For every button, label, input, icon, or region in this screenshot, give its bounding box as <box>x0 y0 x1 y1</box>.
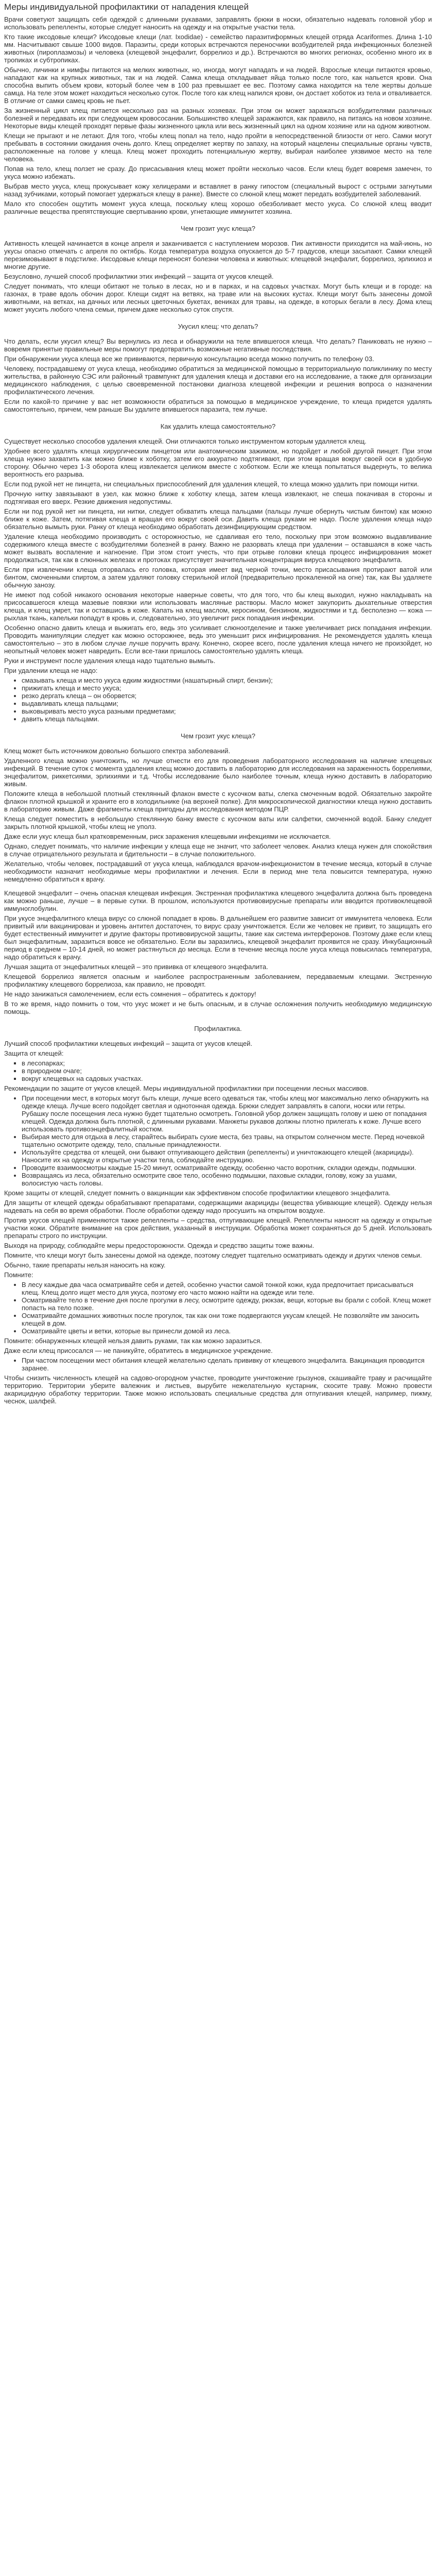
paragraph: Удаленного клеща можно уничтожить, но лучше отнести его для проведения лабораторного исследования на наличие клещевых инфекций. В течение суток с момента удаления клещ можно доставить в лабораторию для исследования на зараженность боррелиями, энцефалитом, риккетсиями, эрлихиями и т.д. Чтобы исследование было наиболее точным, клеща нужно доставить в лабораторию живым. <box>4 757 432 788</box>
list-item: • Возвращаясь из леса, обязательно осмотрите свое тело, особенно подмышки, паховые складки, голову, кожу за ушами, волосистую часть головы. <box>22 1172 432 1187</box>
paragraph: Клещевой боррелиоз является опасным и наиболее распространенным заболеванием, передаваемым клещами. Экстренную профилактику клещевого боррелиоза, как правило, не проводят. <box>4 973 432 988</box>
paragraph: Положите клеща в небольшой плотный стеклянный флакон вместе с кусочком ваты, слегка смоченным водой. Обязательно закройте флакон плотной крышкой и храните его в холодильнике (на верхней полке). Для микроскопической диагностики клеща нужно доставить в лабораторию живым. Даже фрагменты клеща пригодны для исследования методом ПЦР. <box>4 790 432 813</box>
paragraph: Лучшая защита от энцефалитных клещей – это прививка от клещевого энцефалита. <box>4 963 268 971</box>
paragraph: Для защиты от клещей одежды обрабатывают препаратами, содержащими акарициды (вещества убивающие клещей). Одежду нельзя надевать на себя во время обработки. После обработки одежду надо просушить на открытом воздухе. <box>4 1199 432 1214</box>
paragraph: В то же время, надо помнить о том, что укус может и не быть опасным, и в случае осложнения получить необходимую медицинскую помощь. <box>4 1000 432 1015</box>
paragraph: Активность клещей начинается в конце апреля и заканчивается с наступлением морозов. Пик активности приходится на май-июнь, но укусы опасно отмечать с апреля по октябрь. Когда температура воздуха опускается до 5-7 градусов, клещи засыпают. Самки клещей перезимовывают в подстилке. Иксодовые клещи переносят болезни человека и животных: клещевой энцефалит, боррелиоз, эрлихиоз и многие другие. <box>4 240 432 270</box>
paragraph: Однако, следует понимать, что наличие инфекции у клеща еще не значит, что заболеет человек. Анализ клеща нужен для спокойствия в случае отрицательного результата и бдительности – в случае положительного. <box>4 842 432 858</box>
paragraph: Если ни под рукой нет ни пинцета, ни нитки, следует обхватить клеща пальцами (пальцы лучше обернуть чистым бинтом) как можно ближе к коже. Затем, потягивая клеща и вращая его вокруг своей оси. Давить клеща руками не надо. После удаления клеща надо обязательно вымыть руки. Ранку от клеща необходимо обработать дезинфицирующим средством. <box>4 507 432 531</box>
paragraph: Клещ может быть источником довольно большого спектра заболеваний. <box>4 747 231 755</box>
list-item: • давить клеща пальцами. <box>22 715 432 723</box>
vaccination-list <box>4 1357 432 1372</box>
paragraph: Клеща следует поместить в небольшую стеклянную банку вместе с кусочком ваты или салфетки, смоченной водой. Банку следует закрыть плотной крышкой, чтобы клещ не уполз. <box>4 815 432 831</box>
list-item: • В лесу каждые два часа осматривайте себя и детей, особенно участки самой тонкой кожи, куда предпочитает присасываться клещ. Клещ долго ищет место для укуса, поэтому его часто можно найти на одежде или теле. <box>22 1281 432 1296</box>
remember-list <box>4 1281 432 1335</box>
removal-section <box>4 437 432 665</box>
section-heading-bitten: Укусил клещ: что делать? <box>178 323 258 330</box>
intro-section <box>4 15 432 215</box>
removal-list-intro: При удалении клеща не надо: <box>4 667 98 674</box>
paragraph: Удаление клеща необходимо производить с осторожностью, не сдавливая его тело, поскольку при этом возможно выдавливание содержимого клеща вместе с возбудителями болезней в ранку. Важно не разорвать клеща при удалении – оставшаяся в коже часть может вызвать воспаление и нагноение. При этом стоит учесть, что при отрыве головки клеща процесс инфицирования может продолжаться, так как в слюнных железах и протоках присутствует значительная концентрация вируса клещевого энцефалита. <box>4 533 432 564</box>
paragraph: Помните, что клещи могут быть занесены домой на одежде, поэтому следует тщательно осматривать одежду и других членов семьи. <box>4 1251 422 1259</box>
paragraph: Обычно, такие препараты нельзя наносить на кожу. <box>4 1261 166 1269</box>
paragraph: Следует понимать, что клещи обитают не только в лесах, но и в парках, и на садовых участках. Могут быть клещи и в городе: на газонах, в траве вдоль обочин дорог. Клещи сидят на ветвях, на траве или на высоких кустах. Клещи могут быть занесены домой животными, на ветках, на дачных или лесных цветочных букетах, вениках для травы, на одежде, в которых бегали в лесу. Дома клещ может укусить любого члена семьи, причем даже несколько суток спустя. <box>4 282 432 313</box>
paragraph: Помните: обнаруженных клещей нельзя давить руками, так как можно заразиться. <box>4 1337 262 1345</box>
list-item: • При посещении мест, в которых могут быть клещи, лучше всего одеваться так, чтобы клещ мог максимально легко обнаружить на одежде клеща. Лучше всего подойдет светлая и однотонная одежда. Брюки следует заправлять в сапоги, носки или гетры. Рубашку после посещения леса нужно будет тщательно осмотреть. Головной убор должен защищать голову и шею от попадания клещей. Одежда должна быть плотной, с длинными рукавами. Манжеты рукавов должны плотно прилегать к коже. Лучше всего использовать противоэнцефалитный костюм. <box>22 1094 432 1133</box>
paragraph: Мало кто способен ощутить момент укуса клеща, поскольку клещ хорошо обезболивает место укуса. Со слюной клещ вводит различные вещества препятствующие свертыванию крови, угнетающие иммунитет хозяина. <box>4 200 432 215</box>
list-item: • Осматривайте домашних животных после прогулок, так как они тоже подвергаются укусам клещей. Не позволяйте им заносить клещей в дом. <box>22 1312 432 1327</box>
paragraph: Удобнее всего удалять клеща хирургическим пинцетом или анатомическим зажимом, но подойдет и любой другой пинцет. При этом клеща нужно захватить как можно ближе к хоботку, затем его аккуратно подтягивают, при этом вращая вокруг своей оси в удобную сторону. Обычно через 1-3 оборота клещ извлекается целиком вместе с хоботком. Если же клеща попытаться выдернуть, то велика вероятность его разрыва. <box>4 447 432 478</box>
paragraph: При обнаружении укуса клеща все же прививаются, первичную консультацию всегда можно получить по телефону 03. <box>4 355 374 363</box>
list-item: • Осматривайте цветы и ветки, которые вы принесли домой из леса. <box>22 1327 432 1335</box>
page-title: Меры индивидуальной профилактики от нападения клещей <box>4 2 249 12</box>
zones-intro: Защита от клещей: <box>4 1049 64 1057</box>
list-item: • Используйте средства от клещей, они бывают отпугивающего действия (репелленты) и уничтожающего клещей (акарициды). Наносите их на одежду и открытые участки тела, соблюдайте инструкцию. <box>22 1148 432 1164</box>
paragraph: Против укусов клещей применяются также репелленты – средства, отпугивающие клещей. Репелленты наносят на одежду и открытые участки кожи. Обратите внимание на срок действия, указанный в инструкции. Обработка может сохраняться до 5 дней. Использовать препараты строго по инструкции. <box>4 1216 432 1240</box>
paragraph: Даже если укус клеща был кратковременным, риск заражения клещевыми инфекциями не исключается. <box>4 833 331 840</box>
list-item: • Осматривайте тело в течение дня после прогулки в лесу, осмотрите одежду, рюкзак, вещи, которые вы брали с собой. Клещ может попасть на тело позже. <box>22 1296 432 1312</box>
paragraph: Если при извлечении клеща оторвалась его головка, которая имеет вид черной точки, место присасывания протирают ватой или бинтом, смоченными спиртом, а затем удаляют головку стерильной иглой (предварительно прокаленной на огне) так, как Вы удаляете обычную занозу. <box>4 566 432 589</box>
diseases-section <box>4 889 432 1015</box>
recs-intro: Рекомендации по защите от укусов клещей. Меры индивидуальной профилактики при посещении лесных массивов. <box>4 1084 369 1092</box>
removal-donts-list <box>4 676 432 723</box>
paragraph: Попав на тело, клещ ползет не сразу. До присасывания клещ может пройти несколько часов. Если клещ будет вовремя замечен, то укуса можно избежать. <box>4 165 432 180</box>
paragraph: Даже если клещ присосался — не паникуйте, обратитесь в медицинское учреждение. <box>4 1347 273 1354</box>
paragraph: Выбрав место укуса, клещ прокусывает кожу хелицерами и вставляет в ранку гипостом (специальный вырост с острыми загнутыми назад зубчиками, который помогает удержаться клещу в ранке). Вместе со слюной клещ может передать возбудителей заболеваний. <box>4 182 432 198</box>
section-heading-removal: Как удалить клеща самостоятельно? <box>160 422 276 430</box>
list-item: • выдавливать клеща пальцами; <box>22 700 432 707</box>
list-item: ▪ в природном очаге; <box>22 1067 432 1075</box>
paragraph: Кто такие иксодовые клещи? Иксодовые клещи (лат. Ixodidae) - семейство паразитиформных клещей отряда Acariformes. Длина 1-10 мм. Насчитывают свыше 1000 видов. Паразиты, среди которых встречаются переносчики возбудителей ряда инфекционных болезней животных (пироплазмозы) и человека (клещевой энцефалит, боррелиоз и др.). Встречаются во многих регионах, особенно много их в тропиках и субтропиках. <box>4 33 432 64</box>
zones-list <box>4 1059 432 1082</box>
paragraph: Желательно, чтобы человек, пострадавший от укуса клеща, наблюдался врачом-инфекционистом в течение месяца, который в случае необходимости назначит необходимые меры профилактики и лечения. Если в период мне тела повысится температура, нужно немедленно обратиться к врачу. <box>4 860 432 883</box>
paragraph: Человеку, пострадавшему от укуса клеща, необходимо обратиться за медицинской помощью в территориальную поликлинику по месту жительства, в районную СЭС или районный травмпункт для удаления клеща и доставки его на исследование, а также для организации медицинского наблюдения, с целью своевременной постановки диагноза клещевой инфекции и решения вопроса о назначении профилактического лечения. <box>4 365 432 396</box>
list-item: • прижигать клеща и место укуса; <box>22 684 432 692</box>
paragraph: Выходя на природу, соблюдайте меры предосторожности. Одежда и средство защиты тоже важны. <box>4 1242 315 1249</box>
list-item: • выковыривать место укуса разными предметами; <box>22 707 432 715</box>
paragraph: Что делать, если укусил клещ? Вы вернулись из леса и обнаружили на теле впившегося клеща. Что делать? Паниковать не нужно – вовремя принятые правильные меры помогут предотвратить возможные негативные последствия. <box>4 337 432 353</box>
list-item: • Проводите взаимоосмотры каждые 15-20 минут, осматривайте одежду, особенно часто воротник, складки одежды, подмышки. <box>22 1164 432 1172</box>
tail-section <box>4 1189 432 1269</box>
paragraph: Врачи советуют защищать себя одеждой с длинными рукавами, заправлять брюки в носки, обязательно надевать головной убор и использовать репелленты, которые следует наносить на одежду и на открытые участки тела. <box>4 15 432 31</box>
paragraph: Особенно опасно давить клеща и выжигать его, ведь это усиливает слюноотделение и также увеличивает риск попадания инфекции. Проводить манипуляции следует как можно осторожнее, ведь это уменьшит риск инфицирования. Не рекомендуется удалять клеща самостоятельно – это в любом случае лучше поручить врачу. Конечно, скорее всего, после удаления клеща ничего не произойдет, но неопытный человек может навредить. Если все-таки пришлось самостоятельно удалять клеща. <box>4 624 432 655</box>
paragraph: Не имеют под собой никакого основания некоторые наверные советы, что для того, что бы клещ выходил, нужно накладывать на присосавшегося клеща мазевые повязки или использовать масляные растворы. Масло может закупорить дыхательные отверстия клеща, и клещ умрет, так и оставшись в коже. Капать на клещ маслом, керосином, бензином, жидкостями и т.д. бесполезно — кожа — рыхлая ткань, капельки попадут в кровь и, следовательно, это увеличит риск попадания инфекции. <box>4 591 432 622</box>
list-item: • Выбирая место для отдыха в лесу, старайтесь выбирать сухие места, без травы, на открытом солнечном месте. Перед ночевкой тщательно осмотрите одежду, тело, спальные принадлежности. <box>22 1133 432 1148</box>
list-item: • При частом посещении мест обитания клещей желательно сделать прививку от клещевого энцефалита. Вакцинация проводится заранее. <box>22 1357 432 1372</box>
paragraph: Руки и инструмент после удаления клеща надо тщательно вымыть. <box>4 657 216 665</box>
remember-intro: Помните: <box>4 1271 33 1279</box>
paragraph: Существует несколько способов удаления клещей. Они отличаются только инструментом которым удаляется клещ. <box>4 437 367 445</box>
paragraph: Обычно, личинки и нимфы питаются на мелких животных, но, иногда, могут нападать и на людей. Взрослые клещи питаются кровью, нападают как на крупных животных, так и на людей. Самка клеща откладывает яйца только после того, как напьется крови. Она способна выпить объем крови, который более чем в 100 раз превышает ее вес. Поэтому самка находится на теле жертвы дольше самца. На теле этом может находиться несколько суток. После того как клещ напился крови, он достает хоботок из тела и отваливается. В отличие от самки самец кровь не пьет. <box>4 66 432 105</box>
notes-section <box>4 1337 432 1354</box>
paragraph: Клещи не прыгают и не летают. Для того, чтобы клещ попал на тело, надо пройти в непосредственной близости от него. Самки могут пребывать в состоянии ожидания очень долго. Клещ определяет жертву по запаху, на который нацелены специальные органы чувств, расположенные на голове у клеща. Клещ может проходить потенциальную жертву, выбирая наиболее уязвимое место на теле человека. <box>4 132 432 163</box>
section-heading-prevention: Профилактика. <box>194 1025 242 1032</box>
bitten-section <box>4 337 432 413</box>
analysis-section <box>4 747 432 883</box>
list-item: • смазывать клеща и место укуса едким жидкостями (нашатырный спирт, бензин); <box>22 676 432 684</box>
section-heading-threat-2: Чем грозит укус клеща? <box>181 732 255 740</box>
list-item: ▪ в лесопарках; <box>22 1059 432 1067</box>
list-item: ▪ вокруг клещевых на садовых участках. <box>22 1075 432 1082</box>
paragraph: Кроме защиты от клещей, следует помнить о вакцинации как эффективном способе профилактики клещевого энцефалита. <box>4 1189 391 1197</box>
paragraph: Прочную нитку завязывают в узел, как можно ближе к хоботку клеща, затем клеща извлекают, не спеша покачивая в стороны и подтягивая его вверх. Резкие движения недопустимы. <box>4 490 432 505</box>
section-heading-threat: Чем грозит укус клеща? <box>181 225 255 232</box>
paragraph: Не надо занижаться самолечением, если есть сомнения – обратитесь к доктору! <box>4 990 256 998</box>
list-item: • резко дергать клеща – он оборвется; <box>22 692 432 700</box>
prevention-intro: Лучший способ профилактики клещевых инфекций – защита от укусов клещей. <box>4 1040 253 1047</box>
paragraph: Безусловно, лучшей способ профилактики этих инфекций – защита от укусов клещей. <box>4 273 274 280</box>
paragraph: Если под рукой нет не пинцета, ни специальных приспособлений для удаления клещей, то клеща можно удалить при помощи нитки. <box>4 480 419 488</box>
final-paragraph: Чтобы снизить численность клещей на садово-огородном участке, проводите уничтожение грызунов, скашивайте траву и расчищайте территорию. Территории уберите валежник и листьев, вырубите нежелательную кустарник, скосите траву. Можно провести акарицидную обработку территории. Также можно использовать специальные средства для отпугивания клещей, например, пижму, чеснок, шалфей. <box>4 1374 432 1405</box>
recs-list <box>4 1094 432 1187</box>
paragraph: За жизненный цикл клещ питается несколько раз на разных хозяевах. При этом он может заражаться возбудителями различных болезней и передавать их при следующем кровососании. Большинство клещей заражаются, как правило, на питаясь на новом хозяине. Некоторые виды клещей проходят первые фазы жизненного цикла или весь жизненный цикл на одном хозяине или на одном животном. <box>4 107 432 130</box>
paragraph: Если по какой-то причине у вас нет возможности обратиться за помощью в медицинское учреждение, то клеща придется удалять самостоятельно, причем, чем раньше Вы удалите впившегося паразита, тем лучше. <box>4 398 432 413</box>
paragraph: При укусе энцефалитного клеща вирус со слюной попадает в кровь. В дальнейшем его развитие зависит от иммунитета человека. Если привитый или вакцинирован и уровень антител достаточен, то вирус сразу уничтожается. Если же человек не привит, то защищать его будет естественный иммунитет и другие факторы противовирусной защиты, такие как система интерферонов. Поэтому даже если клещ был энцефалитным, заразиться вовсе не обязательно. Если вы заразились, клещевой энцефалит проявится не сразу. Инкубационный период в среднем – 10-14 дней, но может растянуться до месяца. Если в течение месяца после укуса клеща повысилась температура, надо обратиться к врачу. <box>4 914 432 961</box>
paragraph: Клещевой энцефалит – очень опасная клещевая инфекция. Экстренная профилактика клещевого энцефалита должна быть проведена как можно раньше, лучше – в первые сутки. В прошлом, используются противовирусные препараты или вводится противоклещевой иммуноглобулин. <box>4 889 432 912</box>
threat-section <box>4 240 432 313</box>
